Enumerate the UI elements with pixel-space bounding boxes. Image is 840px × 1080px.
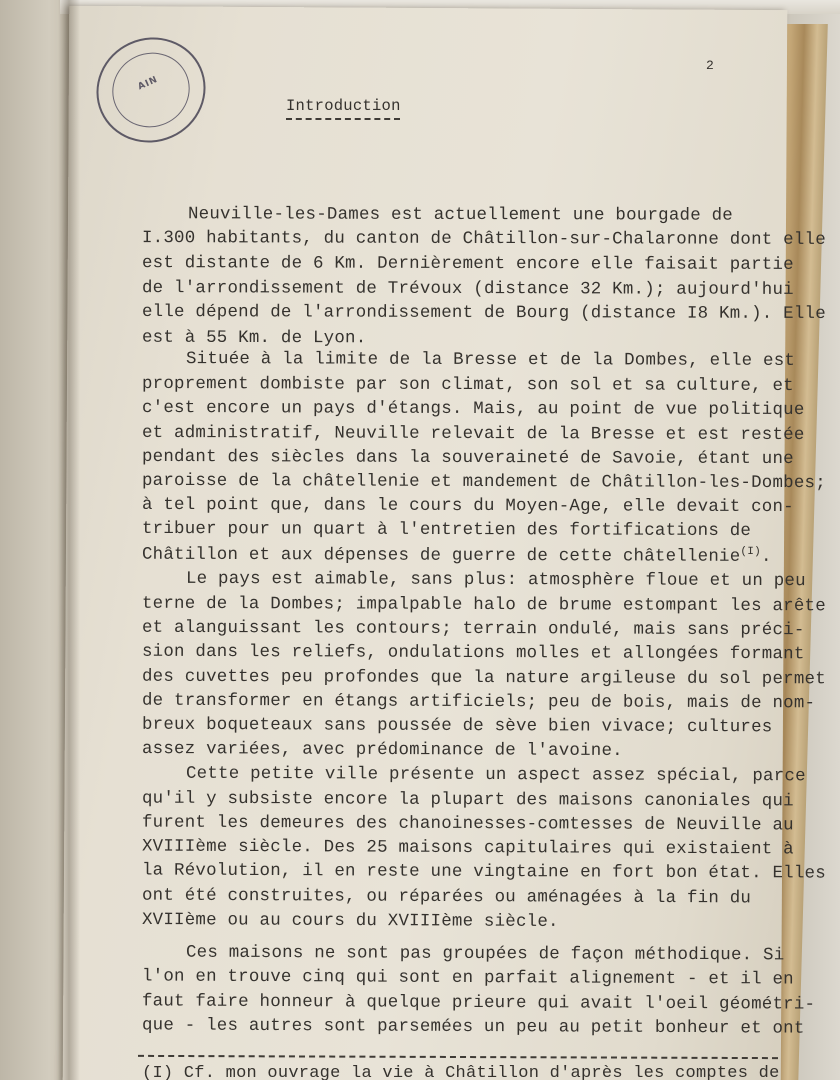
text-line: l'on en trouve cinq qui sont en parfait alignement - et il en — [141, 967, 794, 990]
text-line: terne de la Dombes; impalpable halo de brume estompant les arête — [141, 594, 826, 617]
text-line: et alanguissant les contours; terrain ondulé, mais sans préci- — [141, 618, 805, 641]
text-line: paroisse de la châtellenie et mandement de Châtillon-les-Dombes; — [141, 471, 826, 494]
text-line: assez variées, avec prédominance de l'avoine. — [141, 740, 623, 761]
text-line: proprement dombiste par son climat, son sol et sa culture, et — [141, 374, 794, 397]
text-line: à tel point que, dans le cours du Moyen-Age, elle devait con- — [141, 495, 794, 518]
text-line: que - les autres sont parsemées un peu au petit bonheur et ont — [141, 1016, 805, 1039]
text-line: de l'arrondissement de Trévoux (distance 32 Km.); aujourd'hui — [141, 279, 794, 300]
footnote-reference: (I) — [740, 546, 762, 559]
text-line: qu'il y subsiste encore la plupart des maisons canoniales qui — [141, 789, 794, 812]
text-line: Cette petite ville présente un aspect assez spécial, parce — [185, 764, 806, 787]
text-line: Neuville-les-Dames est actuellement une bourgade de — [187, 205, 734, 226]
text-line: Située à la limite de la Bresse et de la Dombes, elle est — [185, 350, 796, 371]
text-line: I.300 habitants, du canton de Châtillon-sur-Chalaronne dont elle — [141, 229, 826, 250]
page-number: 2 — [706, 58, 715, 73]
text-line: la Révolution, il en reste une vingtaine en fort bon état. Elles — [141, 861, 826, 884]
stamp-text: AIN — [136, 74, 160, 93]
text-line: pendant des siècles dans la souveraineté de Savoie, étant une — [141, 447, 794, 470]
text-line: breux boqueteaux sans poussée de sève bien vivace; cultures — [141, 715, 773, 738]
text-line: furent les demeures des chanoinesses-comtesses de Neuville au — [141, 813, 794, 836]
text-line: faut faire honneur à quelque prieure qui avait l'oeil géométri- — [141, 992, 816, 1015]
text-line: Le pays est aimable, sans plus: atmosphère floue et un peu — [185, 569, 806, 592]
text-line: de transformer en étangs artificiels; peu de bois, mais de nom- — [141, 691, 816, 714]
text-line: ont été construites, ou réparées ou aménagées à la fin du — [141, 886, 752, 909]
text-line: tribuer pour un quart à l'entretien des fortifications de — [141, 519, 752, 542]
text-line: sion dans les reliefs, ondulations molles et allongées formant — [141, 642, 805, 665]
text-line: XVIIème ou au cours du XVIIIème siècle. — [141, 911, 559, 932]
footnote: (I) Cf. mon ouvrage la vie à Châtillon d'après les comptes de — [142, 1064, 780, 1080]
text-line: et administratif, Neuville relevait de la Bresse et est restée — [141, 423, 805, 446]
text-line: Ces maisons ne sont pas groupées de façon méthodique. Si — [185, 943, 785, 966]
page-title: Introduction — [286, 97, 401, 115]
text-line: est distante de 6 Km. Dernièrement encore elle faisait partie — [141, 254, 794, 275]
text-line: XVIIIème siècle. Des 25 maisons capitulaires qui existaient à — [141, 837, 794, 860]
text-line: elle dépend de l'arrondissement de Bourg (distance I8 Km.). Elle — [141, 303, 826, 324]
text-line: c'est encore un pays d'étangs. Mais, au point de vue politique — [141, 398, 805, 421]
text-line: des cuvettes peu profondes que la nature argileuse du sol permet — [141, 667, 826, 690]
text-line: est à 55 Km. de Lyon. — [141, 328, 367, 349]
text-line: Châtillon et aux dépenses de guerre de cette châtellenie$^{(I)}$. — [141, 545, 772, 567]
